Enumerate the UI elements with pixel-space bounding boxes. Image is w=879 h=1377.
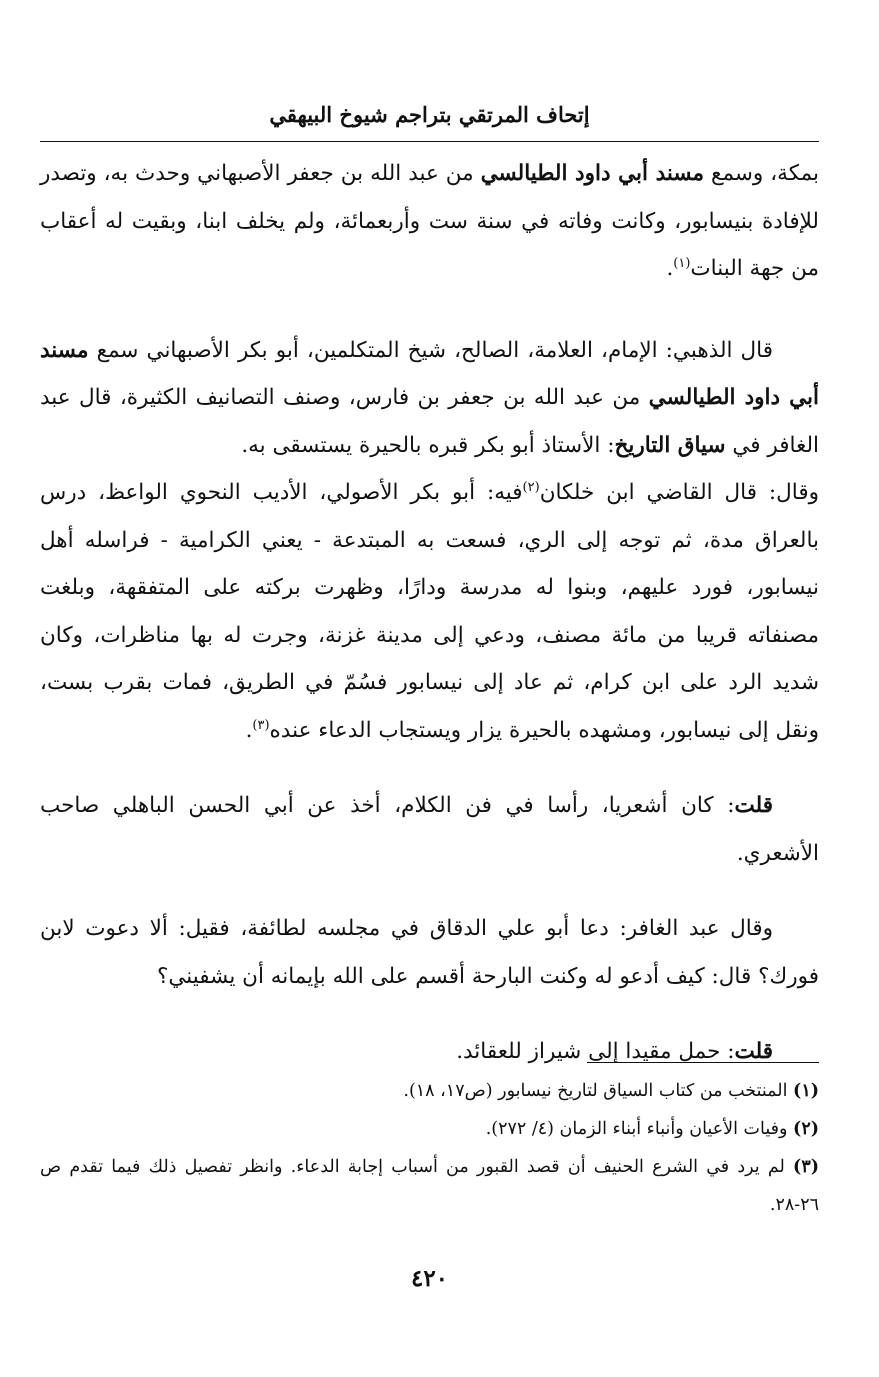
paragraph-gap: [40, 1000, 819, 1028]
footnotes: [40, 1072, 819, 1224]
text-run: .: [666, 256, 674, 281]
paragraph-2: [40, 327, 819, 470]
text-run: فيه: أبو بكر الأصولي، الأديب النحوي الواعظ، درس بالعراق مدة، ثم توجه إلى الري، فسعت به المبتدعة - يعني الكرامية - فراسله أهل نيسابور، فورد عليهم، وبنوا له مدرسة ودارًا، وظهرت بركته على المتفقهة، وبلغت مصنفاته قريبا من مائة مصنف، ودعي إلى مدينة غزنة، وجرت له بها مناظرات، وكان شديد الرد على ابن كرام، ثم عاد إلى نيسابور فسُمّ في الطريق، فمات بقرب بست، ونقل إلى نيسابور، ومشهده بالحيرة يزار ويستجاب الدعاء عنده: [40, 480, 820, 743]
footnote-ref[interactable]: (١): [673, 255, 691, 271]
page-number: ٤٢٠: [410, 1265, 449, 1292]
paragraph-4: [40, 782, 819, 877]
footnote-number: (١): [793, 1081, 819, 1101]
header-divider: [40, 141, 819, 142]
paragraph-gap: [40, 293, 819, 327]
paragraph-gap: [40, 877, 819, 905]
text-run: وقال: قال القاضي ابن خلكان: [539, 480, 819, 505]
footnote-divider: [587, 1062, 819, 1063]
text-run: : كان أشعريا، رأسا في فن الكلام، أخذ عن أبي الحسن الباهلي صاحب الأشعري.: [40, 793, 819, 866]
paragraph-3: [40, 469, 819, 754]
footnote-text: المنتخب من كتاب السياق لتاريخ نيسابور (ص١٧، ١٨).: [403, 1081, 794, 1101]
text-run: قال الذهبي: الإمام، العلامة، الصالح، شيخ المتكلمين، أبو بكر الأصبهاني سمع: [88, 337, 773, 363]
book-page: [40, 0, 819, 1377]
footnote-text: وفيات الأعيان وأنباء أبناء الزمان (٤/ ٢٧٢).: [485, 1119, 794, 1139]
footnote-number: (٣): [793, 1157, 819, 1177]
paragraph-1: [40, 150, 819, 293]
text-run: من عبد الله بن جعفر بن فارس، وصنف التصانيف الكثيرة، قال عبد الغافر في: [40, 385, 819, 458]
note-label: قلت: [734, 793, 773, 818]
footnote-2: [40, 1110, 819, 1148]
text-run: : الأستاذ أبو بكر قبره بالحيرة يستسقى به.: [241, 432, 615, 458]
book-title: مسند أبي داود الطيالسي: [480, 161, 705, 186]
paragraph-6: [40, 1028, 819, 1076]
text-run: من عبد الله بن جعفر الأصبهاني وحدث به، وتصدر للإفادة بنيسابور، وكانت وفاته في سنة ست وأربعمائة، ولم يخلف ابنا، وبقيت له أعقاب من جهة البنات: [40, 161, 819, 281]
text-run: بمكة، وسمع: [704, 161, 819, 186]
footnote-number: (٢): [793, 1119, 819, 1139]
main-text: [40, 150, 819, 1076]
text-run: : حمل مقيدا إلى شيراز للعقائد.: [456, 1039, 735, 1064]
footnote-1: [40, 1072, 819, 1110]
book-title: سياق التاريخ: [614, 432, 726, 458]
footnote-text: لم يرد في الشرع الحنيف أن قصد القبور من أسباب إجابة الدعاء. وانظر تفصيل ذلك فيما تقدم ص ٢٦-٢٨.: [40, 1157, 819, 1215]
footnote-ref[interactable]: (٣): [252, 717, 270, 733]
footnote-3: [40, 1148, 819, 1224]
paragraph-gap: [40, 754, 819, 782]
footnote-ref[interactable]: (٢): [522, 479, 540, 495]
note-label: قلت: [734, 1039, 773, 1064]
running-header: إتحاف المرتقي بتراجم شيوخ البيهقي: [269, 102, 590, 127]
text-run: .: [245, 717, 253, 743]
paragraph-5: وقال عبد الغافر: دعا أبو علي الدقاق في مجلسه لطائفة، فقيل: ألا دعوت لابن فورك؟ قال: كيف أدعو له وكنت البارحة أقسم على الله بإيمانه أن يشفيني؟: [40, 916, 819, 989]
book-title: مسند أبي داود الطيالسي: [40, 337, 819, 410]
